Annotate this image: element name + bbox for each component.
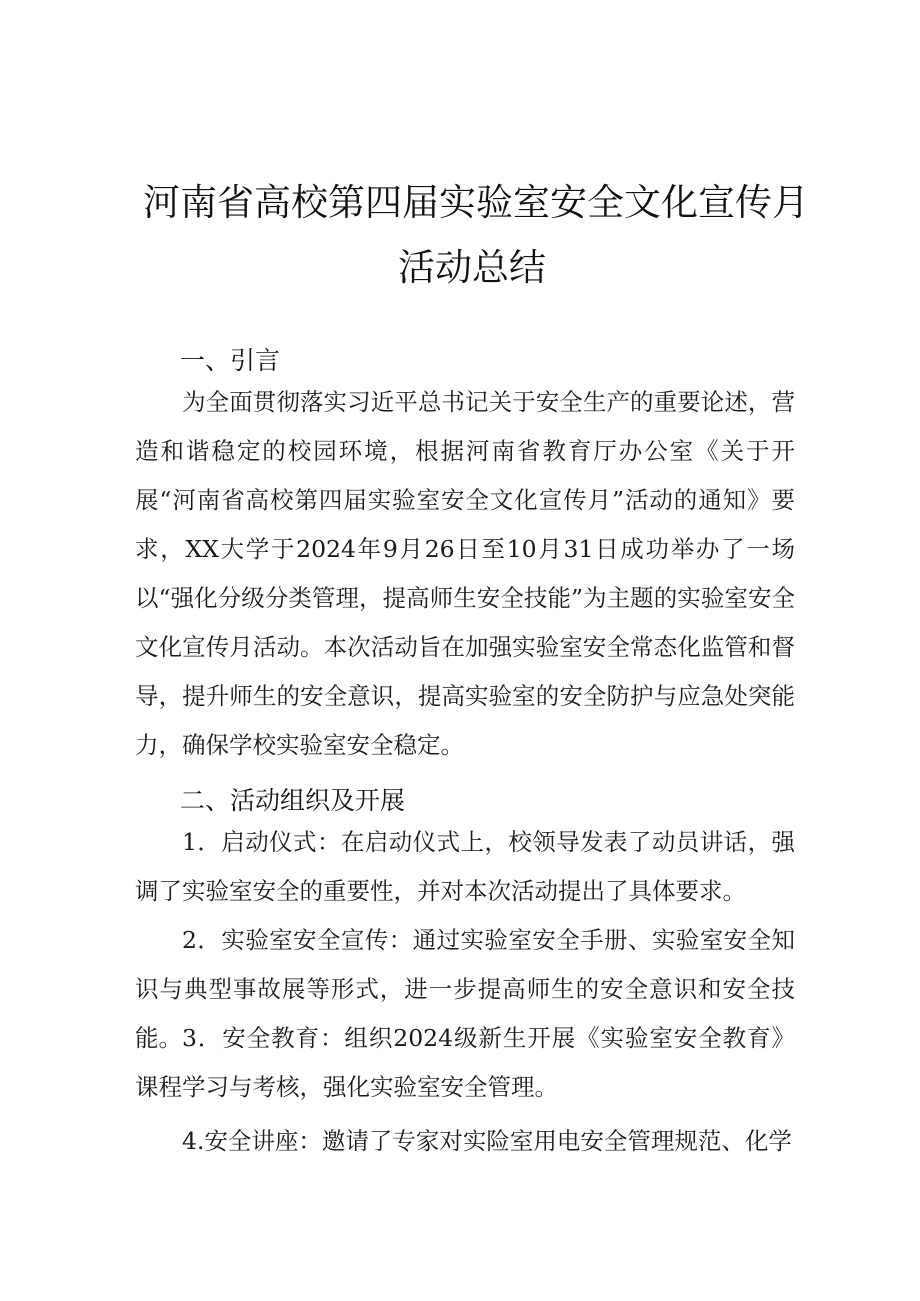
list-item-text: 1．启动仪式：在启动仪式上，校领导发表了动员讲话，强调了实验室安全的重要性，并对本次活动提出了具体要求。 (135, 828, 795, 905)
section-heading-activities: 二、活动组织及开展 (180, 786, 406, 815)
section-heading-introduction: 一、引言 (180, 346, 281, 375)
list-item-text: 2．实验室安全宣传：通过实验室安全手册、实验室安全知识与典型事故展等形式，进一步提高师生的安全意识和安全技能。 (135, 926, 795, 1052)
list-item-text: 3．安全教育：组织2024级新生开展《实验室安全教育》课程学习与考核，强化实验室安全管理。 (135, 1024, 795, 1101)
list-item (135, 818, 795, 916)
document-title-line2: 活动总结 (398, 246, 546, 289)
paragraph-introduction-text: 为全面贯彻落实习近平总书记关于安全生产的重要论述，营造和谐稳定的校园环境，根据河南省教育厅办公室《关于开展“河南省高校第四届实验室安全文化宣传月”活动的通知》要求，XX大学于2024年9月26日至10月31日成功举办了一场以“强化分级分类管理，提高师生安全技能”为主题的实验室安全文化宣传月活动。本次活动旨在加强实验室安全常态化监管和督导，提升师生的安全意识，提高实验室的安全防护与应急处突能力，确保学校实验室安全稳定。 (135, 388, 795, 759)
list-item (135, 1117, 795, 1166)
list-item (135, 1014, 795, 1112)
list-item-text: 4.安全讲座：邀请了专家对实险室用电安全管理规范、化学 (182, 1127, 792, 1155)
document-title-line1: 河南省高校第四届实验室安全文化宣传月 (143, 181, 809, 224)
paragraph-introduction (135, 378, 795, 770)
